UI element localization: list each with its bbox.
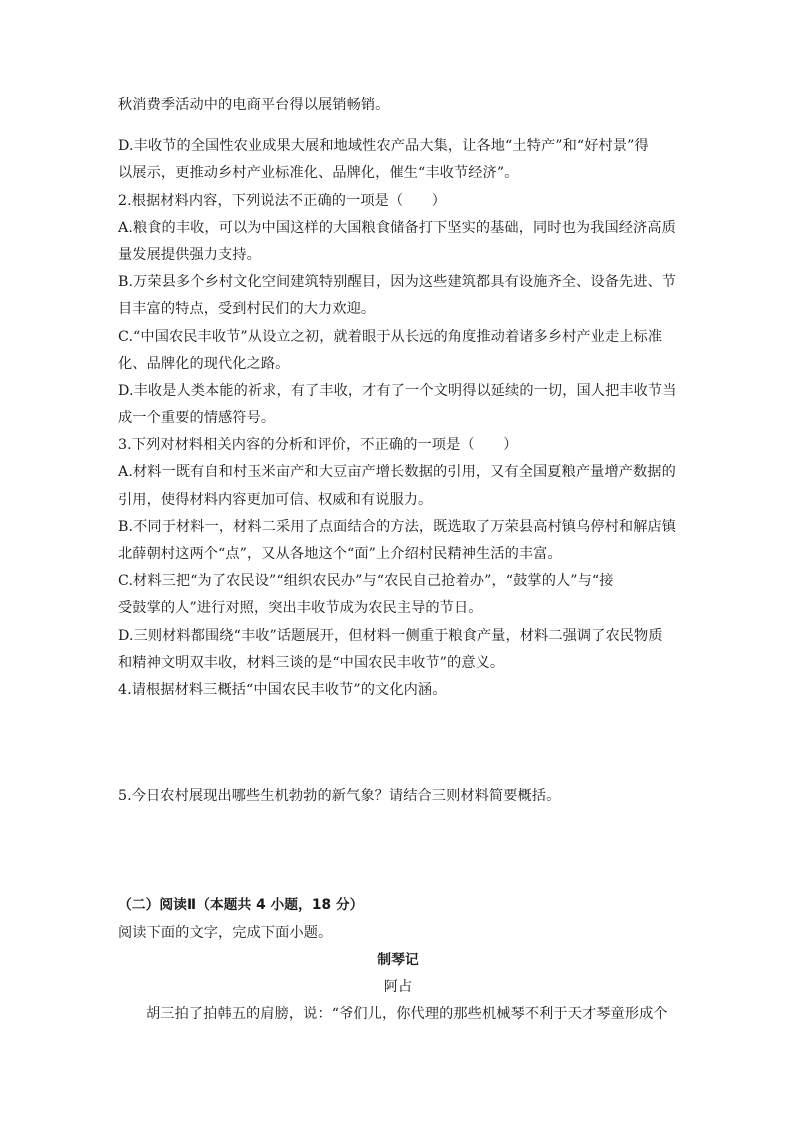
q2-stem: 2.根据材料内容，下列说法不正确的一项是（ ） [118,192,447,209]
q2-option-c-line-1: C.“中国农民丰收节”从设立之初，就着眼于从长远的角度推动着诸多乡村产业走上标准 [118,328,663,345]
story-first-line: 胡三拍了拍韩五的肩膀，说：“爷们儿，你代理的那些机械琴不利于天才琴童形成个 [146,1006,668,1023]
q4-answer-space [118,704,678,783]
section-2-heading: （二）阅读Ⅱ（本题共 4 小题，18 分） [118,897,364,914]
q3-stem: 3.下列对材料相关内容的分析和评价，不正确的一项是（ ） [118,437,518,454]
q3-option-c-line-2: 受鼓掌的人”进行对照，突出丰收节成为农民主导的节日。 [118,600,483,617]
q2-option-d-line-2: 成一个重要的情感符号。 [118,410,276,427]
q3-option-c-line-1: C.材料三把“为了农民设”“组织农民办”与“农民自己抢着办”，“鼓掌的人”与“接 [118,573,614,590]
q2-option-a-line-1: A.粮食的丰收，可以为中国这样的大国粮食储备打下坚实的基础，同时也为我国经济高质 [118,219,676,236]
q2-option-b-line-2: 目丰富的特点，受到村民们的大力欢迎。 [118,301,376,318]
q5-stem: 5.今日农村展现出哪些生机勃勃的新气象？请结合三则材料简要概括。 [118,788,561,805]
section-2-instruction: 阅读下面的文字，完成下面小题。 [118,924,333,941]
q3-option-d-line-1: D.三则材料都围绕“丰收”话题展开，但材料一侧重于粮食产量，材料二强调了农民物质 [118,627,663,644]
q2-option-a-line-2: 量发展提供强力支持。 [118,246,261,263]
q3-option-a-line-1: A.材料一既有自和村玉米亩产和大豆亩产增长数据的引用，又有全国夏粮产量增产数据的 [118,464,676,481]
q3-option-a-line-2: 引用，使得材料内容更加可信、权威和有说服力。 [118,491,433,508]
q3-option-d-line-2: 和精神文明双丰收，材料三谈的是“中国农民丰收节”的意义。 [118,654,505,671]
story-author: 阿占 [383,978,413,995]
q2-option-c-line-2: 化、品牌化的现代化之路。 [118,355,290,372]
q3-option-b-line-1: B.不同于材料一，材料二采用了点面结合的方法，既选取了万荣县高村镇乌停村和解店镇 [118,518,677,535]
q5-answer-space [118,810,678,892]
q1-option-d-line-2: 以展示，更推动乡村产业标准化、品牌化，催生“丰收节经济”。 [118,165,519,182]
document-page [118,92,678,1028]
q4-stem: 4.请根据材料三概括“中国农民丰收节”的文化内涵。 [118,681,447,698]
q2-option-b-line-1: B.万荣县多个乡村文化空间建筑特别醒目，因为这些建筑都具有设施齐全、设备先进、节 [118,274,677,291]
story-title: 制琴记 [377,951,419,968]
q3-option-b-line-2: 北薛朝村这两个“点”，又从各地这个“面”上介绍村民精神生活的丰富。 [118,546,562,562]
q2-option-d-line-1: D.丰收是人类本能的祈求，有了丰收，才有了一个文明得以延续的一切，国人把丰收节当 [118,382,677,399]
continuation-line: 秋消费季活动中的电商平台得以展销畅销。 [118,97,390,113]
q1-option-d-line-1: D.丰收节的全国性农业成果大展和地域性农产品大集，让各地“土特产”和“好村景”得 [118,138,649,155]
